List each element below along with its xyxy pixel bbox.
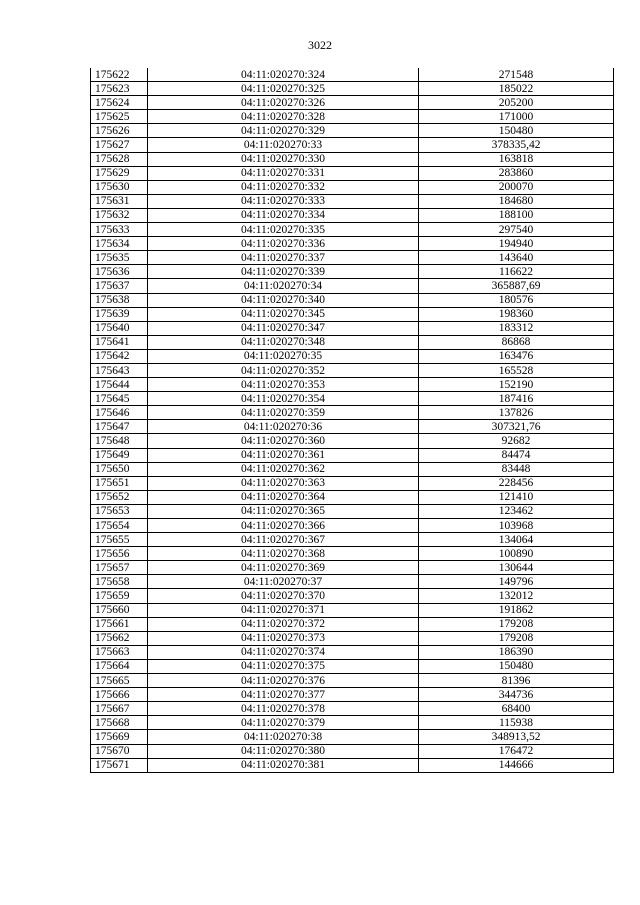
value-cell: 143640: [419, 251, 614, 265]
row-number-cell: 175630: [91, 180, 148, 194]
row-number-cell: 175663: [91, 645, 148, 659]
cadastral-number-cell: 04:11:020270:325: [148, 82, 419, 96]
table-body: [91, 68, 614, 772]
cadastral-number-cell: 04:11:020270:363: [148, 476, 419, 490]
row-number-cell: 175634: [91, 237, 148, 251]
value-cell: 100890: [419, 547, 614, 561]
cadastral-number-cell: 04:11:020270:378: [148, 702, 419, 716]
table-row: [91, 180, 614, 194]
cadastral-number-cell: 04:11:020270:38: [148, 730, 419, 744]
table-row: [91, 406, 614, 420]
table-row: [91, 589, 614, 603]
row-number-cell: 175664: [91, 659, 148, 673]
value-cell: 171000: [419, 110, 614, 124]
table-row: [91, 378, 614, 392]
table-row: [91, 392, 614, 406]
row-number-cell: 175666: [91, 688, 148, 702]
row-number-cell: 175652: [91, 490, 148, 504]
value-cell: 186390: [419, 645, 614, 659]
table-row: [91, 758, 614, 772]
cadastral-number-cell: 04:11:020270:34: [148, 279, 419, 293]
cadastral-number-cell: 04:11:020270:370: [148, 589, 419, 603]
cadastral-number-cell: 04:11:020270:375: [148, 659, 419, 673]
row-number-cell: 175642: [91, 349, 148, 363]
cadastral-number-cell: 04:11:020270:372: [148, 617, 419, 631]
value-cell: 198360: [419, 307, 614, 321]
table-row: [91, 575, 614, 589]
row-number-cell: 175632: [91, 208, 148, 222]
cadastral-number-cell: 04:11:020270:361: [148, 448, 419, 462]
value-cell: 68400: [419, 702, 614, 716]
cadastral-number-cell: 04:11:020270:374: [148, 645, 419, 659]
row-number-cell: 175659: [91, 589, 148, 603]
cadastral-number-cell: 04:11:020270:335: [148, 223, 419, 237]
cadastral-number-cell: 04:11:020270:371: [148, 603, 419, 617]
value-cell: 123462: [419, 504, 614, 518]
value-cell: 150480: [419, 124, 614, 138]
table-row: [91, 645, 614, 659]
cadastral-number-cell: 04:11:020270:37: [148, 575, 419, 589]
cadastral-number-cell: 04:11:020270:333: [148, 194, 419, 208]
row-number-cell: 175626: [91, 124, 148, 138]
value-cell: 271548: [419, 68, 614, 82]
cadastral-number-cell: 04:11:020270:336: [148, 237, 419, 251]
row-number-cell: 175646: [91, 406, 148, 420]
value-cell: 132012: [419, 589, 614, 603]
table-row: [91, 68, 614, 82]
cadastral-number-cell: 04:11:020270:377: [148, 688, 419, 702]
cadastral-number-cell: 04:11:020270:353: [148, 378, 419, 392]
table-row: [91, 349, 614, 363]
cadastral-number-cell: 04:11:020270:347: [148, 321, 419, 335]
row-number-cell: 175671: [91, 758, 148, 772]
table-row: [91, 363, 614, 377]
table-row: [91, 730, 614, 744]
cadastral-number-cell: 04:11:020270:376: [148, 674, 419, 688]
value-cell: 191862: [419, 603, 614, 617]
page-number: 3022: [308, 38, 332, 52]
row-number-cell: 175647: [91, 420, 148, 434]
value-cell: 86868: [419, 335, 614, 349]
value-cell: 228456: [419, 476, 614, 490]
table-row: [91, 124, 614, 138]
cadastral-number-cell: 04:11:020270:36: [148, 420, 419, 434]
table-row: [91, 166, 614, 180]
value-cell: 83448: [419, 462, 614, 476]
table-row: [91, 82, 614, 96]
value-cell: 365887,69: [419, 279, 614, 293]
value-cell: 150480: [419, 659, 614, 673]
row-number-cell: 175638: [91, 293, 148, 307]
row-number-cell: 175624: [91, 96, 148, 110]
table-row: [91, 265, 614, 279]
cadastral-number-cell: 04:11:020270:360: [148, 434, 419, 448]
table-row: [91, 688, 614, 702]
row-number-cell: 175660: [91, 603, 148, 617]
row-number-cell: 175655: [91, 533, 148, 547]
value-cell: 297540: [419, 223, 614, 237]
value-cell: 165528: [419, 363, 614, 377]
row-number-cell: 175645: [91, 392, 148, 406]
cadastral-number-cell: 04:11:020270:339: [148, 265, 419, 279]
value-cell: 137826: [419, 406, 614, 420]
row-number-cell: 175636: [91, 265, 148, 279]
row-number-cell: 175623: [91, 82, 148, 96]
row-number-cell: 175649: [91, 448, 148, 462]
table-row: [91, 434, 614, 448]
row-number-cell: 175661: [91, 617, 148, 631]
row-number-cell: 175653: [91, 504, 148, 518]
cadastral-number-cell: 04:11:020270:326: [148, 96, 419, 110]
value-cell: 183312: [419, 321, 614, 335]
value-cell: 92682: [419, 434, 614, 448]
row-number-cell: 175625: [91, 110, 148, 124]
table-row: [91, 547, 614, 561]
cadastral-number-cell: 04:11:020270:352: [148, 363, 419, 377]
table-row: [91, 631, 614, 645]
value-cell: 344736: [419, 688, 614, 702]
value-cell: 163476: [419, 349, 614, 363]
cadastral-number-cell: 04:11:020270:364: [148, 490, 419, 504]
value-cell: 205200: [419, 96, 614, 110]
value-cell: 179208: [419, 631, 614, 645]
table-row: [91, 321, 614, 335]
value-cell: 185022: [419, 82, 614, 96]
value-cell: 144666: [419, 758, 614, 772]
cadastral-number-cell: 04:11:020270:368: [148, 547, 419, 561]
value-cell: 152190: [419, 378, 614, 392]
value-cell: 283860: [419, 166, 614, 180]
table-row: [91, 208, 614, 222]
cadastral-number-cell: 04:11:020270:340: [148, 293, 419, 307]
cadastral-number-cell: 04:11:020270:380: [148, 744, 419, 758]
value-cell: 194940: [419, 237, 614, 251]
cadastral-number-cell: 04:11:020270:365: [148, 504, 419, 518]
cadastral-number-cell: 04:11:020270:348: [148, 335, 419, 349]
table-row: [91, 617, 614, 631]
row-number-cell: 175662: [91, 631, 148, 645]
table-row: [91, 561, 614, 575]
row-number-cell: 175643: [91, 363, 148, 377]
row-number-cell: 175637: [91, 279, 148, 293]
table-row: [91, 674, 614, 688]
table-row: [91, 519, 614, 533]
value-cell: 81396: [419, 674, 614, 688]
table-row: [91, 490, 614, 504]
cadastral-number-cell: 04:11:020270:381: [148, 758, 419, 772]
table-row: [91, 659, 614, 673]
value-cell: 348913,52: [419, 730, 614, 744]
value-cell: 184680: [419, 194, 614, 208]
value-cell: 307321,76: [419, 420, 614, 434]
cadastral-number-cell: 04:11:020270:337: [148, 251, 419, 265]
cadastral-number-cell: 04:11:020270:330: [148, 152, 419, 166]
table-row: [91, 420, 614, 434]
row-number-cell: 175639: [91, 307, 148, 321]
value-cell: 149796: [419, 575, 614, 589]
table-row: [91, 251, 614, 265]
value-cell: 134064: [419, 533, 614, 547]
value-cell: 188100: [419, 208, 614, 222]
table-row: [91, 138, 614, 152]
table-row: [91, 744, 614, 758]
row-number-cell: 175640: [91, 321, 148, 335]
value-cell: 200070: [419, 180, 614, 194]
row-number-cell: 175667: [91, 702, 148, 716]
cadastral-number-cell: 04:11:020270:362: [148, 462, 419, 476]
table-row: [91, 702, 614, 716]
value-cell: 179208: [419, 617, 614, 631]
cadastral-number-cell: 04:11:020270:331: [148, 166, 419, 180]
cadastral-number-cell: 04:11:020270:324: [148, 68, 419, 82]
row-number-cell: 175657: [91, 561, 148, 575]
value-cell: 103968: [419, 519, 614, 533]
cadastral-number-cell: 04:11:020270:328: [148, 110, 419, 124]
table-row: [91, 96, 614, 110]
cadastral-number-cell: 04:11:020270:366: [148, 519, 419, 533]
table-row: [91, 716, 614, 730]
cadastral-number-cell: 04:11:020270:329: [148, 124, 419, 138]
row-number-cell: 175629: [91, 166, 148, 180]
cadastral-number-cell: 04:11:020270:334: [148, 208, 419, 222]
cadastral-number-cell: 04:11:020270:359: [148, 406, 419, 420]
value-cell: 84474: [419, 448, 614, 462]
row-number-cell: 175654: [91, 519, 148, 533]
value-cell: 180576: [419, 293, 614, 307]
cadastral-number-cell: 04:11:020270:345: [148, 307, 419, 321]
cadastral-number-cell: 04:11:020270:379: [148, 716, 419, 730]
value-cell: 115938: [419, 716, 614, 730]
cadastral-number-cell: 04:11:020270:33: [148, 138, 419, 152]
cadastral-number-cell: 04:11:020270:332: [148, 180, 419, 194]
table-row: [91, 223, 614, 237]
table-row: [91, 152, 614, 166]
table-row: [91, 603, 614, 617]
value-cell: 121410: [419, 490, 614, 504]
value-cell: 378335,42: [419, 138, 614, 152]
value-cell: 176472: [419, 744, 614, 758]
row-number-cell: 175635: [91, 251, 148, 265]
row-number-cell: 175665: [91, 674, 148, 688]
row-number-cell: 175650: [91, 462, 148, 476]
table-row: [91, 476, 614, 490]
table-row: [91, 335, 614, 349]
row-number-cell: 175622: [91, 68, 148, 82]
value-cell: 116622: [419, 265, 614, 279]
cadastral-number-cell: 04:11:020270:35: [148, 349, 419, 363]
row-number-cell: 175658: [91, 575, 148, 589]
data-table: [90, 68, 614, 773]
row-number-cell: 175641: [91, 335, 148, 349]
row-number-cell: 175670: [91, 744, 148, 758]
row-number-cell: 175651: [91, 476, 148, 490]
row-number-cell: 175668: [91, 716, 148, 730]
table-row: [91, 293, 614, 307]
cadastral-number-cell: 04:11:020270:373: [148, 631, 419, 645]
row-number-cell: 175628: [91, 152, 148, 166]
table-row: [91, 194, 614, 208]
table-row: [91, 504, 614, 518]
row-number-cell: 175631: [91, 194, 148, 208]
cadastral-number-cell: 04:11:020270:354: [148, 392, 419, 406]
value-cell: 130644: [419, 561, 614, 575]
table-row: [91, 462, 614, 476]
table-row: [91, 448, 614, 462]
table-row: [91, 307, 614, 321]
table-row: [91, 533, 614, 547]
value-cell: 187416: [419, 392, 614, 406]
row-number-cell: 175669: [91, 730, 148, 744]
row-number-cell: 175627: [91, 138, 148, 152]
cadastral-number-cell: 04:11:020270:367: [148, 533, 419, 547]
row-number-cell: 175648: [91, 434, 148, 448]
table-row: [91, 279, 614, 293]
value-cell: 163818: [419, 152, 614, 166]
cadastral-number-cell: 04:11:020270:369: [148, 561, 419, 575]
row-number-cell: 175656: [91, 547, 148, 561]
row-number-cell: 175633: [91, 223, 148, 237]
row-number-cell: 175644: [91, 378, 148, 392]
table-row: [91, 237, 614, 251]
table-row: [91, 110, 614, 124]
